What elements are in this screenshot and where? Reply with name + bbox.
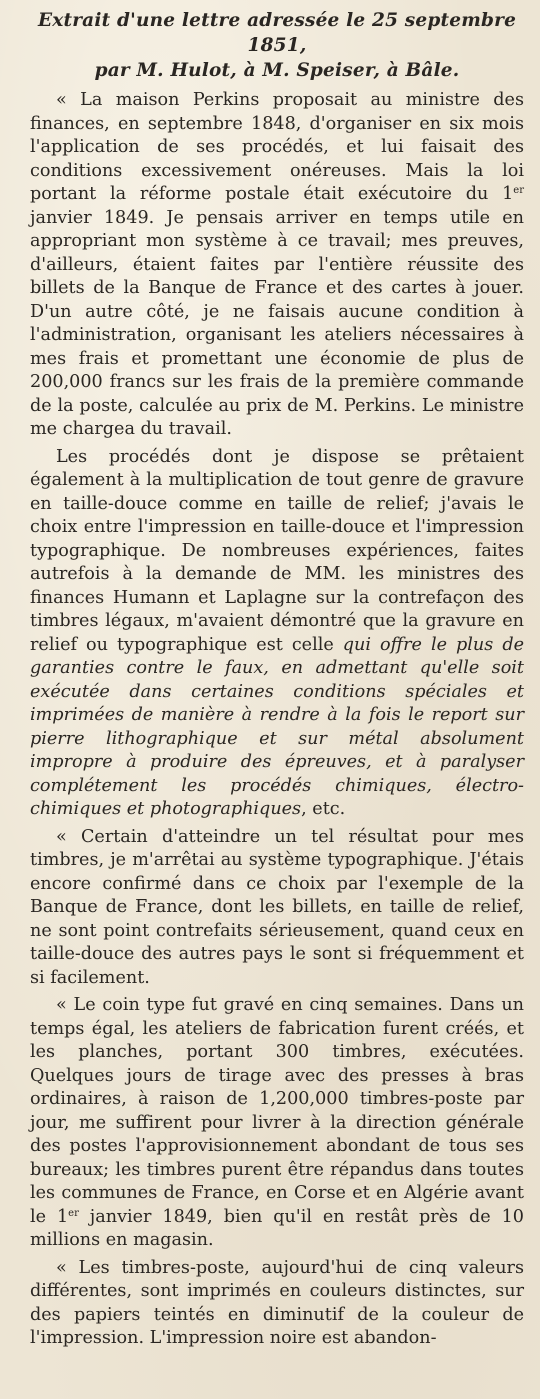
text-run: « La maison Perkins proposait au ministre des finances, en septembre 1848, d'organiser en six mois l'application de ses procédés, et lui faisait des conditions excessivement onéreuses. Mais la loi portant la réforme postale était exécutoire du 1: [30, 90, 524, 204]
heading-line-2: par M. Hulot, à M. Speiser, à Bâle.: [94, 60, 460, 81]
letter-heading: [30, 8, 524, 83]
text-run: « Les timbres-poste, aujourd'hui de cinq valeurs différentes, sont imprimés en couleurs distinctes, sur des papiers teintés en diminutif de la couleur de l'impression. L'impression noire est abandon-: [30, 1257, 524, 1348]
paragraph-perkins: [30, 89, 524, 442]
paragraph-procedes: [30, 446, 524, 822]
text-run: janvier 1849, bien qu'il en restât près de 10 millions en magasin.: [30, 1206, 524, 1250]
text-run: « Certain d'atteindre un tel résultat pour mes timbres, je m'arrêtai au système typographique. J'étais encore confirmé dans ce choix par l'exemple de la Banque de France, dont les billets, en taille de relief, ne sont point contrefaits sérieusement, quand ceux en taille-douce des autres pays le sont si fréquemment et si facilement.: [30, 826, 524, 988]
letter-body: [30, 89, 524, 1351]
text-run: « Le coin type fut gravé en cinq semaines. Dans un temps égal, les ateliers de fabrication furent créés, et les planches, portant 300 timbres, exécutées. Quelques jours de tirage avec des presses à bras ordinaires, à raison de 1,200,000 timbres-poste par jour, me suffirent pour livrer à la direction générale des postes l'approvisionnement abondant de tous ses bureaux; les timbres purent être répandus dans toutes les communes de France, en Corse et en Algérie avant le 1: [30, 995, 524, 1227]
text-run: , etc.: [301, 799, 346, 819]
text-run: Les procédés dont je dispose se prêtaient également à la multiplication de tout genre de gravure en taille-douce comme en taille de relief; j'avais le choix entre l'impression en taille-douce et l'impression typographique. De nombreuses expériences, faites autrefois à la demande de MM. les ministres des finances Humann et Laplagne sur la contrefaçon des timbres légaux, m'avaient démontré que la gravure en relief ou typographique est celle: [30, 446, 524, 655]
paragraph-coin-type: [30, 994, 524, 1253]
superscript: er: [68, 1207, 79, 1219]
paragraph-timbres-poste: [30, 1257, 524, 1351]
superscript: er: [513, 185, 524, 196]
text-run: janvier 1849. Je pensais arriver en temps utile en appropriant mon système à ce travail; mes preuves, d'ailleurs, étaient faites par l'entière réussite des billets de la Banque de France et des cartes à jouer. D'un autre côté, je ne faisais aucune condition à l'administration, organisant les ateliers nécessaires à mes frais et promettant une économie de plus de 200,000 francs sur les frais de la première commande de la poste, calculée au prix de M. Perkins. Le ministre me chargea du travail.: [30, 207, 524, 439]
paragraph-typographique: [30, 826, 524, 991]
italic-run: qui offre le plus de garanties contre le faux, en admettant qu'elle soit exécutée dans certaines conditions spéciales et imprimées de manière à rendre à la fois le report sur pierre lithographique et sur métal absolument impropre à produire des épreuves, et à paralyser complétement les procédés chimiques, électro-chimiques et photographiques: [30, 634, 524, 819]
heading-line-1: Extrait d'une lettre adressée le 25 septembre 1851,: [37, 10, 517, 56]
